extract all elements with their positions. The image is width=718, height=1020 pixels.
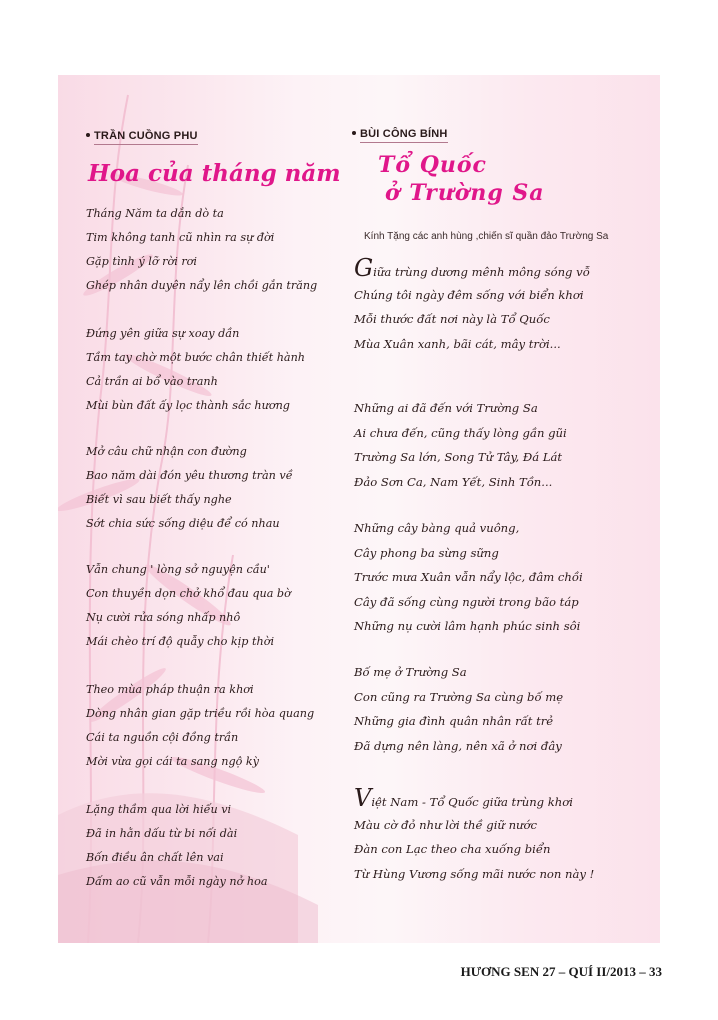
poem-line: Ghép nhân duyên nẩy lên chồi gắn trăng (86, 279, 318, 292)
poem-line: Vẫn chung ' lòng sở nguyện cầu' (86, 563, 270, 576)
poem-line: Lặng thầm qua lời hiếu vi (86, 803, 232, 816)
left-stanza (86, 678, 314, 774)
poem-line: Sớt chia sức sống diệu để có nhau (86, 517, 280, 530)
poem-line-text: Những ai đã đến với Trường Sa (354, 401, 538, 415)
right-poem-title-line2: ở Trường Sa (385, 180, 545, 206)
poem-line: Mời vừa gọi cái ta sang ngộ kỳ (86, 755, 259, 768)
poem-line: Bốn điều ân chất lên vai (86, 851, 224, 864)
poem-line: Biết vì sau biết thấy nghe (86, 493, 232, 506)
poem-line (354, 396, 567, 421)
poem-line: Mỗi thước đất nơi này là Tổ Quốc (354, 312, 550, 326)
poem-line: Mùa Xuân xanh, bãi cát, mây trời... (354, 336, 561, 351)
right-author: BÙI CÔNG BÍNH (352, 122, 448, 143)
poem-line: Trước mưa Xuân vẫn nẩy lộc, đâm chồi (354, 570, 583, 584)
right-stanza (354, 660, 563, 758)
poem-line: Những gia đình quân nhân rất trẻ (354, 714, 554, 728)
dedication: Kính Tặng các anh hùng ,chiến sĩ quần đảo Trường Sa (364, 231, 609, 242)
poem-line: Đảo Sơn Ca, Nam Yết, Sinh Tồn... (354, 474, 553, 489)
poem-line: Theo mùa pháp thuận ra khơi (86, 683, 254, 696)
poem-line: Đàn con Lạc theo cha xuống biển (354, 842, 551, 856)
drop-cap: V (354, 784, 372, 812)
poem-line: Đứng yên giữa sự xoay dần (86, 327, 240, 340)
right-stanza (354, 396, 567, 494)
poem-line (354, 784, 594, 813)
bullet-icon (352, 131, 356, 135)
poem-line: Tháng Năm ta dắn dò ta (86, 207, 224, 220)
right-stanza (354, 254, 590, 356)
poem-line: Nụ cười rửa sóng nhấp nhô (86, 611, 241, 624)
poem-line: Mái chèo trí độ quẫy cho kịp thời (86, 635, 275, 648)
left-stanza (86, 440, 293, 536)
poem-line: Đã in hằn dấu từ bi nối dài (86, 827, 238, 840)
poem-line: Cái ta nguồn cội đồng trần (86, 731, 239, 744)
poem-line: Dấm ao cũ vẫn mỗi ngày nở hoa (86, 875, 268, 888)
drop-cap: G (354, 254, 374, 282)
poem-line-text: Bố mẹ ở Trường Sa (354, 665, 467, 679)
poem-line: Bao năm dài đón yêu thương tràn về (86, 469, 293, 482)
poem-line: Gặp tình ý lỡ rời rơi (86, 255, 197, 268)
poem-line: Mở câu chữ nhận con đường (86, 445, 247, 458)
left-author: TRẦN CUỒNG PHU (86, 124, 198, 145)
poem-line: Con thuyền dọn chở khổ đau qua bờ (86, 587, 291, 600)
right-stanza (354, 516, 583, 639)
poem-line: Cả trần ai bổ vào tranh (86, 375, 218, 388)
right-poem-title-line1: Tổ Quốc (378, 152, 487, 178)
poem-line (354, 254, 590, 283)
poem-line: Con cũng ra Trường Sa cùng bố mẹ (354, 689, 564, 704)
poem-line: Tầm tay chờ một bước chân thiết hành (86, 351, 306, 364)
poem-line: Từ Hùng Vương sống mãi nước non này ! (354, 866, 595, 881)
left-stanza (86, 322, 305, 418)
left-stanza (86, 558, 291, 654)
poem-line (354, 660, 563, 685)
left-stanza (86, 202, 317, 298)
poem-line: Trường Sa lớn, Song Tử Tây, Đá Lát (354, 450, 563, 464)
poem-line: Cây đã sống cùng người trong bão táp (354, 594, 579, 609)
poem-line-text: Những cây bàng quả vuông, (354, 521, 520, 535)
poem-line: Dòng nhân gian gặp triều rồi hòa quang (86, 707, 315, 720)
bullet-icon (86, 133, 90, 137)
poem-line: Đã dựng nên làng, nên xã ở nơi đây (354, 738, 562, 753)
poem-line (354, 516, 583, 541)
poem-line: Ai chưa đến, cũng thấy lòng gần gũi (354, 425, 567, 440)
poem-line: Cây phong ba sừng sững (354, 545, 499, 560)
left-stanza (86, 798, 268, 894)
poem-line: Mùi bùn đất ấy lọc thành sắc hương (86, 399, 290, 412)
poem-line-text: iệt Nam - Tổ Quốc giữa trùng khơi (371, 795, 573, 809)
poem-line: Tim không tanh cũ nhìn ra sự đời (86, 231, 275, 244)
left-poem-title: Hoa của tháng năm (88, 160, 341, 187)
poem-line: Chúng tôi ngày đêm sống với biển khơi (354, 287, 584, 302)
page-footer: HƯƠNG SEN 27 – QUÍ II/2013 – 33 (460, 964, 662, 979)
poem-line: Những nụ cười lâm hạnh phúc sinh sôi (354, 619, 581, 633)
poem-line-text: iữa trùng dương mênh mông sóng vỗ (373, 265, 590, 279)
poem-line: Màu cờ đỏ như lời thề giữ nước (354, 817, 537, 832)
right-stanza (354, 784, 595, 886)
